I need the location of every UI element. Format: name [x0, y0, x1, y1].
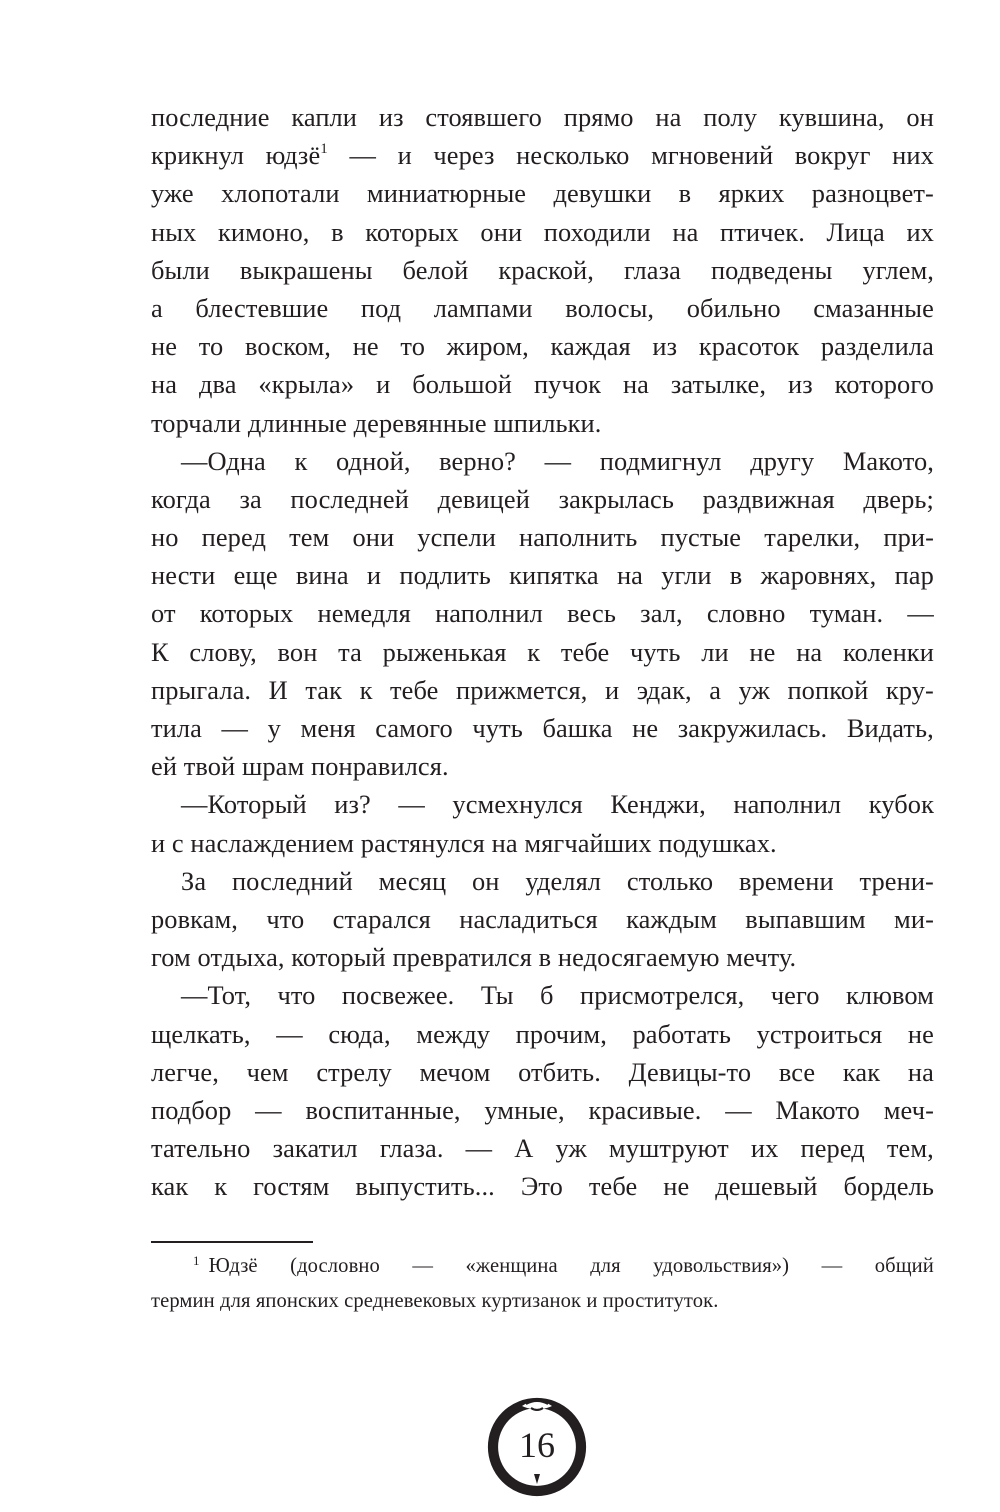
text-line: когда за последней девицей закрылась раздвижная дверь; [151, 483, 934, 514]
footnote-line: $^1$ Юдзё (дословно — «женщина для удовольствия») — общий [193, 1253, 934, 1277]
text-line: легче, чем стрелу мечом отбить. Девицы-то все как на [151, 1056, 934, 1087]
text-line: от которых немедля наполнил весь зал, словно туман. — [151, 598, 934, 629]
text-line: ей твой шрам понравился. [151, 751, 449, 782]
text-line: ровкам, что старался насладиться каждым выпавшим ми- [151, 903, 934, 934]
footnote-line: термин для японских средневековых куртизанок и проституток. [151, 1289, 719, 1312]
text-line: были выкрашены белой краской, глаза подведены углем, [151, 254, 934, 285]
page-number-badge [482, 1392, 592, 1502]
body-text [151, 98, 934, 1205]
text-line: —Тот, что посвежее. Ты б присмотрелся, чего клювом [181, 980, 934, 1011]
text-line: подбор — воспитанные, умные, красивые. — Макото меч- [151, 1094, 934, 1125]
text-line: не то воском, не то жиром, каждая из красоток разделила [151, 331, 934, 362]
text-line: К слову, вон та рыженькая к тебе чуть ли не на коленки [151, 636, 934, 667]
text-line: гом отдыха, который превратился в недосягаемую мечту. [151, 942, 797, 973]
text-line: уже хлопотали миниатюрные девушки в ярких разноцвет- [151, 178, 934, 209]
footnote-marker: 1 [193, 1253, 200, 1268]
footnote-divider [151, 1241, 313, 1243]
text-line: и с наслаждением растянулся на мягчайших подушках. [151, 827, 777, 858]
text-line: а блестевшие под лампами волосы, обильно смазанные [151, 292, 934, 323]
footnote [151, 1249, 934, 1318]
page-number: 16 [519, 1425, 555, 1465]
text-line: —Одна к одной, верно? — подмигнул другу Макото, [181, 445, 934, 476]
text-line: крикнул юдзё$^1$ — и через несколько мгновений вокруг них [151, 140, 934, 171]
text-line: тила — у меня самого чуть башка не закружилась. Видать, [151, 713, 934, 743]
text-line: как к гостям выпустить... Это тебе не дешевый бордель [151, 1171, 934, 1202]
text-line: —Который из? — усмехнулся Кенджи, наполнил кубок [181, 789, 934, 820]
text-line: прыгала. И так к тебе прижмется, и эдак, а уж попкой кру- [151, 674, 934, 705]
footnote-reference[interactable]: 1 [320, 141, 328, 158]
text-line: на два «крыла» и большой пучок на затылке, из которого [151, 369, 934, 400]
text-line: щелкать, — сюда, между прочим, работать устроиться не [151, 1018, 934, 1049]
text-line: торчали длинные деревянные шпильки. [151, 407, 602, 438]
text-line: За последний месяц он уделял столько времени трени- [181, 865, 934, 896]
text-line: нести еще вина и подлить кипятка на угли в жаровнях, пар [151, 560, 934, 591]
text-line: последние капли из стоявшего прямо на полу кувшина, он [151, 102, 934, 132]
text-line: но перед тем они успели наполнить пустые тарелки, при- [151, 522, 934, 553]
text-line: тательно закатил глаза. — А уж муштруют их перед тем, [151, 1133, 934, 1164]
text-line: ных кимоно, в которых они походили на птичек. Лица их [151, 216, 934, 247]
